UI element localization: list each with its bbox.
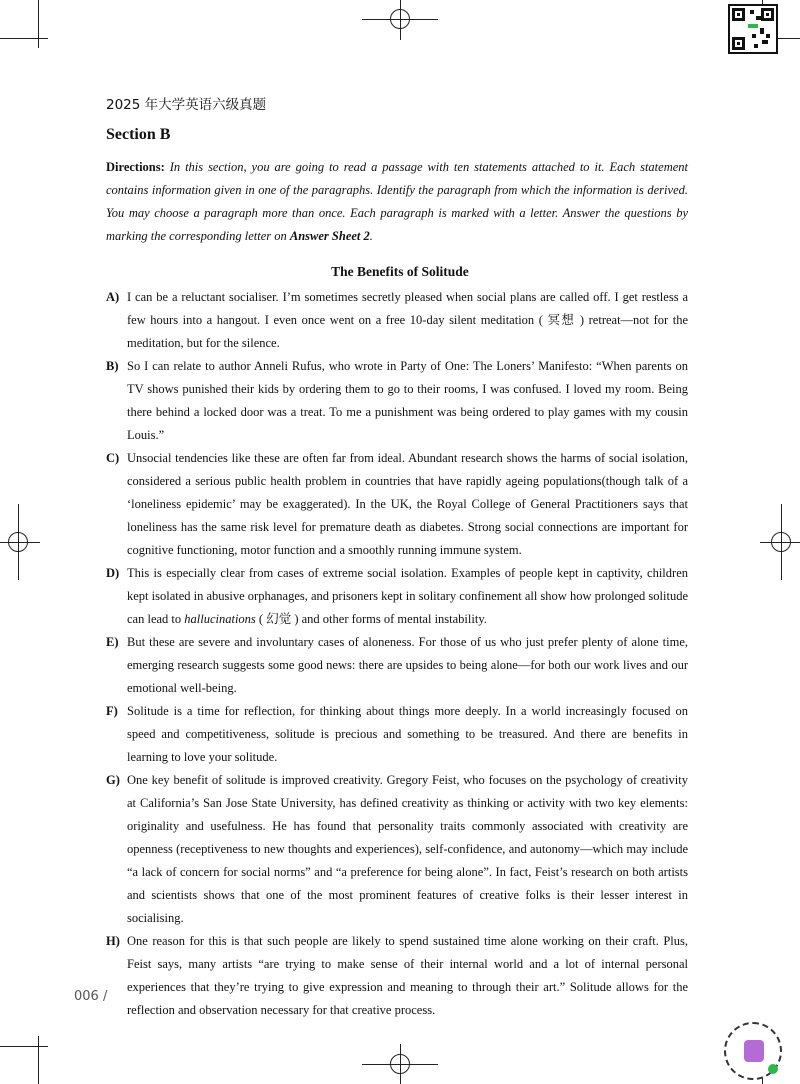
paragraph-f bbox=[106, 700, 688, 769]
paragraph-text: But these are severe and involuntary cases of aloneness. For those of us who just prefer plenty of alone time, emerging research suggests some good news: there are upsides to being alone—for both our work lives and our emotional well-being. bbox=[127, 635, 688, 695]
crop-mark bbox=[38, 1036, 39, 1084]
paragraph-letter: H) bbox=[106, 934, 120, 948]
qr-code-icon bbox=[728, 4, 778, 54]
passage-title: The Benefits of Solitude bbox=[331, 264, 469, 279]
paragraph-text: One reason for this is that such people are likely to spend sustained time alone working on their craft. Plus, Feist says, many artists “are trying to make sense of their internal world and a lot of internal personal experiences that they’re trying to give expression and meaning to through their art.” Solitude allows for the reflection and observation necessary for that creative process. bbox=[127, 934, 688, 1017]
paragraph-g bbox=[106, 769, 688, 930]
registration-circle bbox=[8, 532, 28, 552]
registration-circle bbox=[390, 1054, 410, 1074]
paragraph-a bbox=[106, 286, 688, 355]
crop-mark bbox=[38, 0, 39, 48]
registration-circle bbox=[771, 532, 791, 552]
paragraph-d bbox=[106, 562, 688, 631]
paragraph-text-part: This is especially clear from cases of extreme social isolation. Examples of people kept in captivity, children kept isolated in abusive orphanages, and prisoners kept in solitary confinement all show how prolonged solitude can lead to bbox=[127, 566, 688, 626]
directions-text-end: . bbox=[369, 229, 373, 243]
paragraph-b bbox=[106, 355, 688, 447]
mascot-badge-icon bbox=[724, 1022, 782, 1080]
paragraph-letter: B) bbox=[106, 359, 119, 373]
page-header-title: 2025 年大学英语六级真题 bbox=[106, 97, 267, 113]
paragraph-letter: F) bbox=[106, 704, 118, 718]
directions-text bbox=[106, 160, 688, 243]
paragraph-text: Unsocial tendencies like these are often far from ideal. Abundant research shows the harms of social isolation, considered a serious public health problem in countries that have rapidly ageing populations(though talk of a ‘loneliness epidemic’ may be exaggerated). In the UK, the Royal College of General Practitioners says that loneliness has the same risk level for premature death as diabetes. Strong social connections are important for cognitive functioning, motor function and a smoothly running immune system. bbox=[127, 451, 688, 557]
registration-circle bbox=[390, 9, 410, 29]
paragraph-letter: G) bbox=[106, 773, 120, 787]
paragraph-c bbox=[106, 447, 688, 562]
paragraph-e bbox=[106, 631, 688, 700]
paragraph-letter: C) bbox=[106, 451, 120, 465]
directions bbox=[106, 156, 688, 248]
paragraph-text-part: ( 幻觉 ) and other forms of mental instability. bbox=[255, 612, 487, 626]
directions-text-part: In this section, you are going to read a passage with ten statements attached to it. Each statement contains information given in one of the paragraphs. Identify the paragraph from which the information is derived. You may choose a paragraph more than once. Each paragraph is marked with a letter. Answer the questions by marking the corresponding letter on bbox=[106, 160, 688, 243]
answer-sheet-label: Answer Sheet 2 bbox=[289, 229, 370, 243]
paragraph-text bbox=[127, 562, 688, 631]
paragraph-h bbox=[106, 930, 688, 1022]
paragraph-text: So I can relate to author Anneli Rufus, who wrote in Party of One: The Loners’ Manifesto: “When parents on TV shows punished their kids by ordering them to go to their rooms, I was confused. I loved my room. Being there behind a locked door was a treat. To me a punishment was being ordered to play games with my cousin Louis.” bbox=[127, 359, 688, 442]
paragraph-letter: D) bbox=[106, 566, 120, 580]
paragraph-letter: E) bbox=[106, 635, 119, 649]
paragraph-text: I can be a reluctant socialiser. I’m sometimes secretly pleased when social plans are called off. I get restless a few hours into a hangout. I even once went on a free 10-day silent meditation ( 冥想 ) retreat—not for the meditation, but for the silence. bbox=[127, 290, 688, 350]
directions-label: Directions: bbox=[106, 160, 165, 174]
page-number: 006 / bbox=[74, 989, 108, 1004]
paragraph-letter: A) bbox=[106, 290, 120, 304]
crop-mark bbox=[0, 1046, 48, 1047]
paragraph-text: Solitude is a time for reflection, for thinking about things more deeply. In a world increasingly focused on speed and competitiveness, solitude is precious and something to be treasured. And there are benefits in learning to love your solitude. bbox=[127, 704, 688, 764]
paragraph-text: One key benefit of solitude is improved creativity. Gregory Feist, who focuses on the psychology of creativity at California’s San Jose State University, has defined creativity as thinking or activity with two key elements: originality and usefulness. He has found that personality traits commonly associated with creativity are openness (receptiveness to new thoughts and experiences), self-confidence, and autonomy—which may include “a lack of concern for social norms” and “a preference for being alone”. In fact, Feist’s research on both artists and scientists shows that one of the most prominent features of creative folks is their lesser interest in socialising. bbox=[127, 773, 688, 925]
crop-mark bbox=[0, 38, 48, 39]
passage-body bbox=[106, 286, 688, 1022]
italic-term: hallucinations bbox=[184, 612, 256, 626]
section-title: Section B bbox=[106, 126, 171, 143]
